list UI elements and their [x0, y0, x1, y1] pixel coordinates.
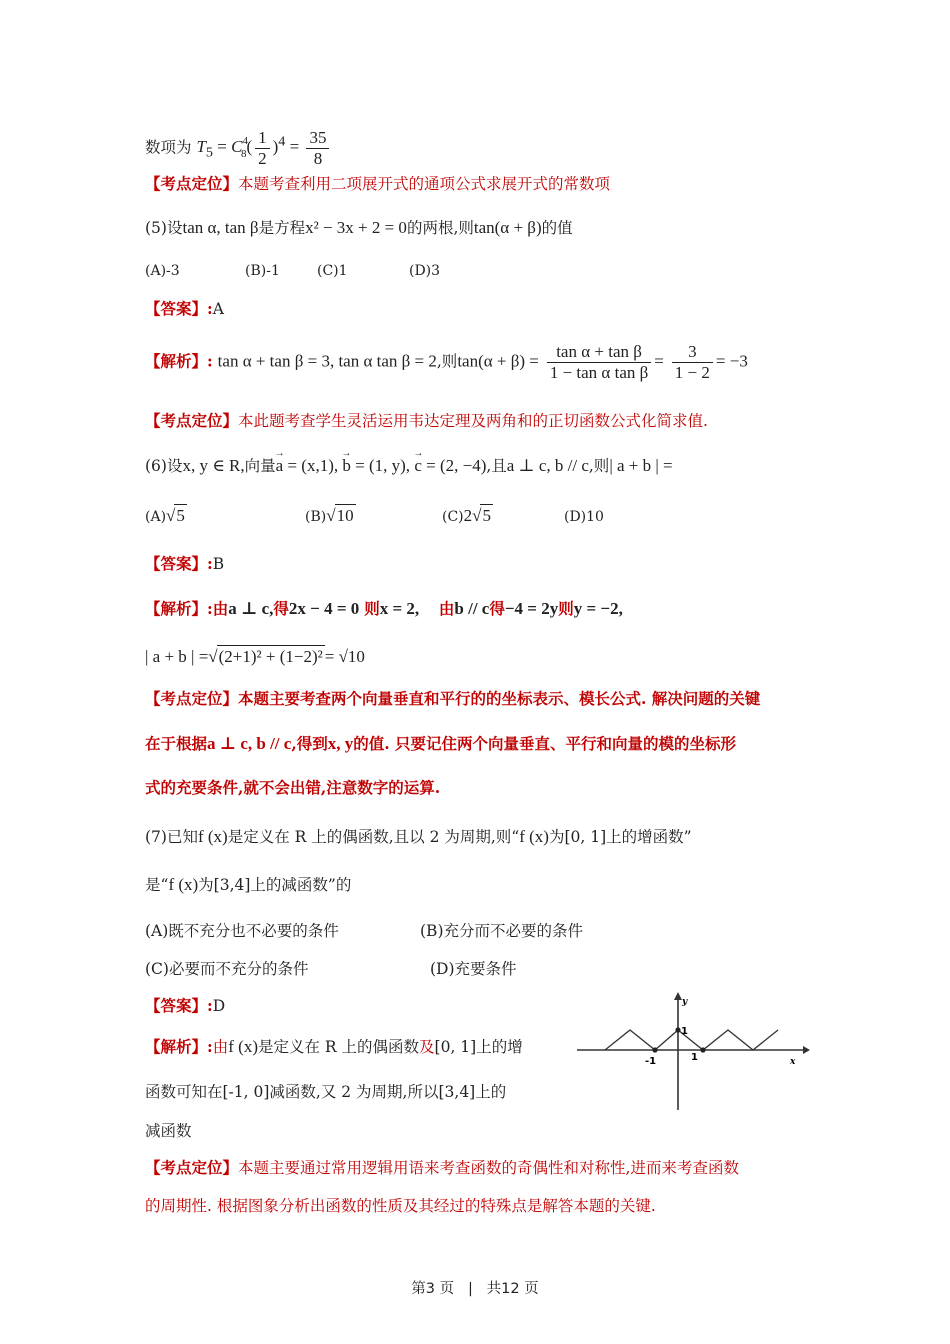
q6-jiexi-line2: | a + b | =√(2+1)² + (1−2)² = √10	[145, 647, 365, 666]
question-7-line2: 是“f (x)为[3,4]上的减函数”的	[145, 875, 352, 894]
q6-option-c: (C)2√5	[442, 506, 491, 525]
binomial-term: $T_5 = C^4_8$( $\frac{1}{2}$ )$^4$ = $\frac{35}{8}$	[196, 137, 332, 156]
question-5: (5)设tan α, tan β是方程x² − 3x + 2 = 0的两根,则tan(α + β)的值	[145, 218, 573, 237]
q5-option-a: (A)-3	[145, 263, 180, 279]
point-1-0	[700, 1047, 705, 1052]
q6-options	[145, 504, 604, 528]
q7-jiexi-line1: 【解析】:由f (x)是定义在 R 上的偶函数及[0, 1]上的增	[145, 1037, 523, 1056]
q7-option-b: (B)充分而不必要的条件	[420, 922, 583, 940]
point-0-1	[675, 1027, 680, 1032]
q5-option-c: (C)1	[317, 263, 348, 279]
kaodian-7-line2: 的周期性. 根据图象分析出函数的性质及其经过的特殊点是解答本题的关键.	[145, 1197, 656, 1215]
q7-jiexi-line2: 函数可知在[-1, 0]减函数,又 2 为周期,所以[3,4]上的	[145, 1083, 507, 1101]
kaodian-5: 【考点定位】本此题考查学生灵活运用韦达定理及两角和的正切函数公式化简求值.	[145, 411, 708, 430]
tick-x-neg1: -1	[645, 1056, 657, 1067]
q7-option-a: (A)既不充分也不必要的条件	[145, 922, 339, 940]
page-total: 共12 页	[486, 1281, 539, 1297]
intro-text: 数项为	[145, 138, 192, 157]
y-axis-arrow-icon	[674, 992, 682, 1000]
q5-jiexi: 【解析】: tan α + tan β = 3, tan α tan β = 2,则tan(α + β) = $\frac{\text{tan α + tan β}}{\text{1 − tan α tan β}}$ = $\frac{3}{1 - 2}$ = −3	[145, 342, 748, 382]
q7-options-row1	[145, 920, 583, 942]
tick-x-1: 1	[691, 1052, 698, 1063]
q7-jiexi-line3: 减函数	[145, 1122, 192, 1140]
x-label: x	[790, 1057, 796, 1067]
q6-option-d: (D)10	[564, 509, 604, 525]
function-curve	[605, 1030, 778, 1050]
q7-option-d: (D)充要条件	[430, 960, 517, 978]
q6-answer: 【答案】:B	[145, 554, 225, 573]
question-7-line1: (7)已知f (x)是定义在 R 上的偶函数,且以 2 为周期,则“f (x)为[0, 1]上的增函数”	[145, 827, 692, 846]
page-footer	[0, 1277, 950, 1298]
kaodian-6-line1: 【考点定位】本题主要考查两个向量垂直和平行的的坐标表示、模长公式. 解决问题的关键	[145, 689, 761, 708]
kaodian-1: 【考点定位】本题考查利用二项展开式的通项公式求展开式的常数项	[145, 174, 611, 193]
page-number: 第3 页	[411, 1281, 455, 1297]
q5-option-b: (B)-1	[245, 263, 280, 279]
footer-separator: |	[467, 1281, 473, 1297]
q5-answer: 【答案】:A	[145, 299, 224, 318]
intro-line	[145, 128, 332, 169]
kaodian-6-line2: 在于根据a ⊥ c, b // c,得到x, y的值. 只要记住两个向量垂直、平行和向量的模的坐标形	[145, 734, 737, 753]
x-axis-arrow-icon	[803, 1046, 810, 1054]
q6-option-a: (A)√5	[145, 506, 185, 525]
tick-y-1: 1	[681, 1026, 688, 1037]
q7-answer: 【答案】:D	[145, 996, 226, 1015]
kaodian-7-line1: 【考点定位】本题主要通过常用逻辑用语来考查函数的奇偶性和对称性,进而来考查函数	[145, 1158, 739, 1177]
function-graph	[575, 990, 810, 1115]
q7-options-row2	[145, 958, 517, 980]
q6-option-b: (B)√10	[305, 506, 354, 525]
q5-option-d: (D)3	[409, 263, 441, 279]
point-neg1-0	[652, 1047, 657, 1052]
kaodian-6-line3: 式的充要条件,就不会出错,注意数字的运算.	[145, 778, 441, 797]
question-6: (6)设x, y ∈ R,向量→ a = (x,1), → b = (1, y), → c = (2, −4),且a ⊥ c, b // c,则| a + b | =	[145, 455, 673, 477]
q7-option-c: (C)必要而不充分的条件	[145, 960, 309, 978]
y-label: y	[682, 997, 688, 1007]
q5-options	[145, 260, 440, 282]
q6-jiexi: 【解析】:由a ⊥ c,得2x − 4 = 0 则x = 2, 由b // c得−4 = 2y则y = −2,	[145, 599, 623, 618]
